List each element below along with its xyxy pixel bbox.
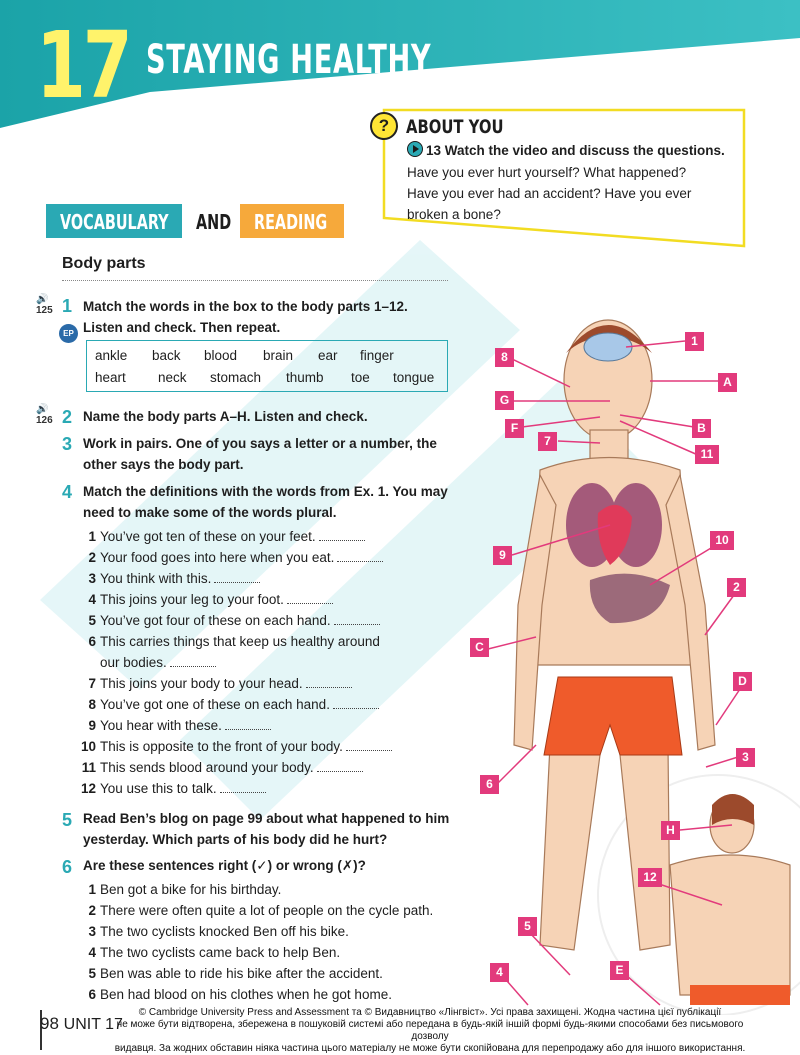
page-number: 98 UNIT 17 (40, 1014, 123, 1033)
answer-blank[interactable] (306, 677, 352, 688)
exercise-4-text: Match the definitions with the words from Ex. 1. You may (83, 484, 448, 499)
answer-blank[interactable] (225, 719, 271, 730)
label-D: D (733, 672, 752, 691)
exercise-1-number: 1 (62, 296, 73, 316)
word-brain: brain (263, 348, 294, 363)
about-question-1: Have you ever hurt yourself? What happened? (407, 165, 687, 180)
label-pointers (470, 305, 800, 1015)
word-ankle: ankle (95, 348, 128, 363)
word-toe: toe (351, 370, 370, 385)
list-item: 6 Ben had blood on his clothes when he got home. (88, 987, 392, 1002)
label-11: 11 (695, 445, 719, 464)
speaker-icon: 🔊 (36, 404, 49, 415)
copyright-notice: © Cambridge University Press and Assessment та © Видавництво «Лінгвіст». Усі права захищені. Жодна частина цієї публікації не може бути відтворена, збережена в пошуковій системі або передана в будь-якій іншій формі будь-якими способами без письмового дозволу видавця. За жодних обставин ніяка частина цього матеріалу не може бути скопійована для перепродажу або для іншого використання. (114, 1007, 746, 1054)
exercise-1-text-2: Listen and check. Then repeat. (83, 320, 281, 335)
exercise-5-number: 5 (62, 810, 73, 830)
and-label: AND (196, 210, 232, 234)
exercise-2-text: Name the body parts A–H. Listen and check. (83, 409, 368, 424)
exercise-4-number: 4 (62, 482, 73, 502)
list-item: 4 The two cyclists came back to help Ben. (88, 945, 341, 960)
question-icon: ? (370, 112, 398, 140)
word-finger: finger (360, 348, 394, 363)
answer-blank[interactable] (333, 698, 379, 709)
label-G: G (495, 391, 514, 410)
answer-blank[interactable] (220, 782, 266, 793)
exercise-6-text: Are these sentences right (✓) or wrong (✗)? (83, 858, 366, 873)
list-item: 9 You hear with these. (74, 715, 474, 736)
exercise-5-text-2: yesterday. Which parts of his body did he hurt? (83, 832, 388, 847)
video-instruction: 13 Watch the video and discuss the questions. (407, 140, 725, 161)
label-4: 4 (490, 963, 509, 982)
exercise-6-list (74, 879, 474, 1005)
word-ear: ear (318, 348, 338, 363)
about-question-2: Have you ever had an accident? Have you ever (407, 186, 692, 201)
list-item: 12 You use this to talk. (74, 778, 474, 799)
list-item: 1 You’ve got ten of these on your feet. (74, 526, 474, 547)
audio-track-125[interactable]: 🔊 125 (36, 294, 53, 316)
vocabulary-tab-label: VOCABULARY (60, 210, 169, 234)
exercise-3-text-2: other says the body part. (83, 457, 244, 472)
reading-tab-label: READING (254, 210, 328, 234)
word-stomach: stomach (210, 370, 262, 385)
unit-number: 17 (36, 12, 130, 119)
heading-divider (62, 280, 448, 281)
audio-track-126[interactable]: 🔊 126 (36, 404, 53, 426)
label-10: 10 (710, 531, 734, 550)
list-item: our bodies. (74, 652, 474, 673)
list-item: 3 The two cyclists knocked Ben off his bike. (88, 924, 349, 939)
exercise-5-text: Read Ben’s blog on page 99 about what happened to him (83, 811, 450, 826)
list-item: 2 Your food goes into here when you eat. (74, 547, 474, 568)
play-video-icon[interactable] (407, 141, 423, 157)
label-5: 5 (518, 917, 537, 936)
list-item: 4 This joins your leg to your foot. (74, 589, 474, 610)
exercise-2-number: 2 (62, 407, 73, 427)
list-item: 2 There were often quite a lot of people on the cycle path. (88, 903, 434, 918)
about-you-title: ABOUT YOU (406, 116, 504, 138)
label-6: 6 (480, 775, 499, 794)
ep-badge: EP (59, 324, 78, 343)
label-7: 7 (538, 432, 557, 451)
word-tongue: tongue (393, 370, 435, 385)
answer-blank[interactable] (287, 593, 333, 604)
unit-title: STAYING HEALTHY (146, 37, 432, 83)
speaker-icon: 🔊 (36, 294, 49, 305)
exercise-3-number: 3 (62, 434, 73, 454)
answer-blank[interactable] (214, 572, 260, 583)
label-1: 1 (685, 332, 704, 351)
word-thumb: thumb (286, 370, 324, 385)
word-blood: blood (204, 348, 238, 363)
answer-blank[interactable] (334, 614, 380, 625)
body-parts-heading: Body parts (62, 255, 146, 272)
about-question-3: broken a bone? (407, 207, 501, 222)
exercise-1-text: Match the words in the box to the body parts 1–12. (83, 299, 408, 314)
list-item: 7 This joins your body to your head. (74, 673, 474, 694)
label-H: H (661, 821, 680, 840)
label-A: A (718, 373, 737, 392)
answer-blank[interactable] (317, 761, 363, 772)
list-item: 10 This is opposite to the front of your body. (74, 736, 474, 757)
word-back: back (152, 348, 181, 363)
answer-blank[interactable] (346, 740, 392, 751)
label-F: F (505, 419, 524, 438)
label-8: 8 (495, 348, 514, 367)
exercise-6-number: 6 (62, 857, 73, 877)
exercise-4-list (74, 526, 474, 799)
word-neck: neck (158, 370, 187, 385)
answer-blank[interactable] (337, 551, 383, 562)
list-item: 5 Ben was able to ride his bike after the accident. (88, 966, 383, 981)
label-3: 3 (736, 748, 755, 767)
exercise-3-text: Work in pairs. One of you says a letter or a number, the (83, 436, 437, 451)
label-9: 9 (493, 546, 512, 565)
list-item: 5 You’ve got four of these on each hand. (74, 610, 474, 631)
label-B: B (692, 419, 711, 438)
label-E: E (610, 961, 629, 980)
label-C: C (470, 638, 489, 657)
list-item: 1 Ben got a bike for his birthday. (88, 882, 282, 897)
exercise-4-text-2: need to make some of the words plural. (83, 505, 337, 520)
label-12: 12 (638, 868, 662, 887)
list-item: 11 This sends blood around your body. (74, 757, 474, 778)
list-item: 8 You’ve got one of these on each hand. (74, 694, 474, 715)
word-heart: heart (95, 370, 126, 385)
label-2: 2 (727, 578, 746, 597)
list-item: 3 You think with this. (74, 568, 474, 589)
answer-blank[interactable] (319, 530, 365, 541)
answer-blank[interactable] (170, 656, 216, 667)
list-item: 6 This carries things that keep us healthy around (88, 634, 380, 649)
